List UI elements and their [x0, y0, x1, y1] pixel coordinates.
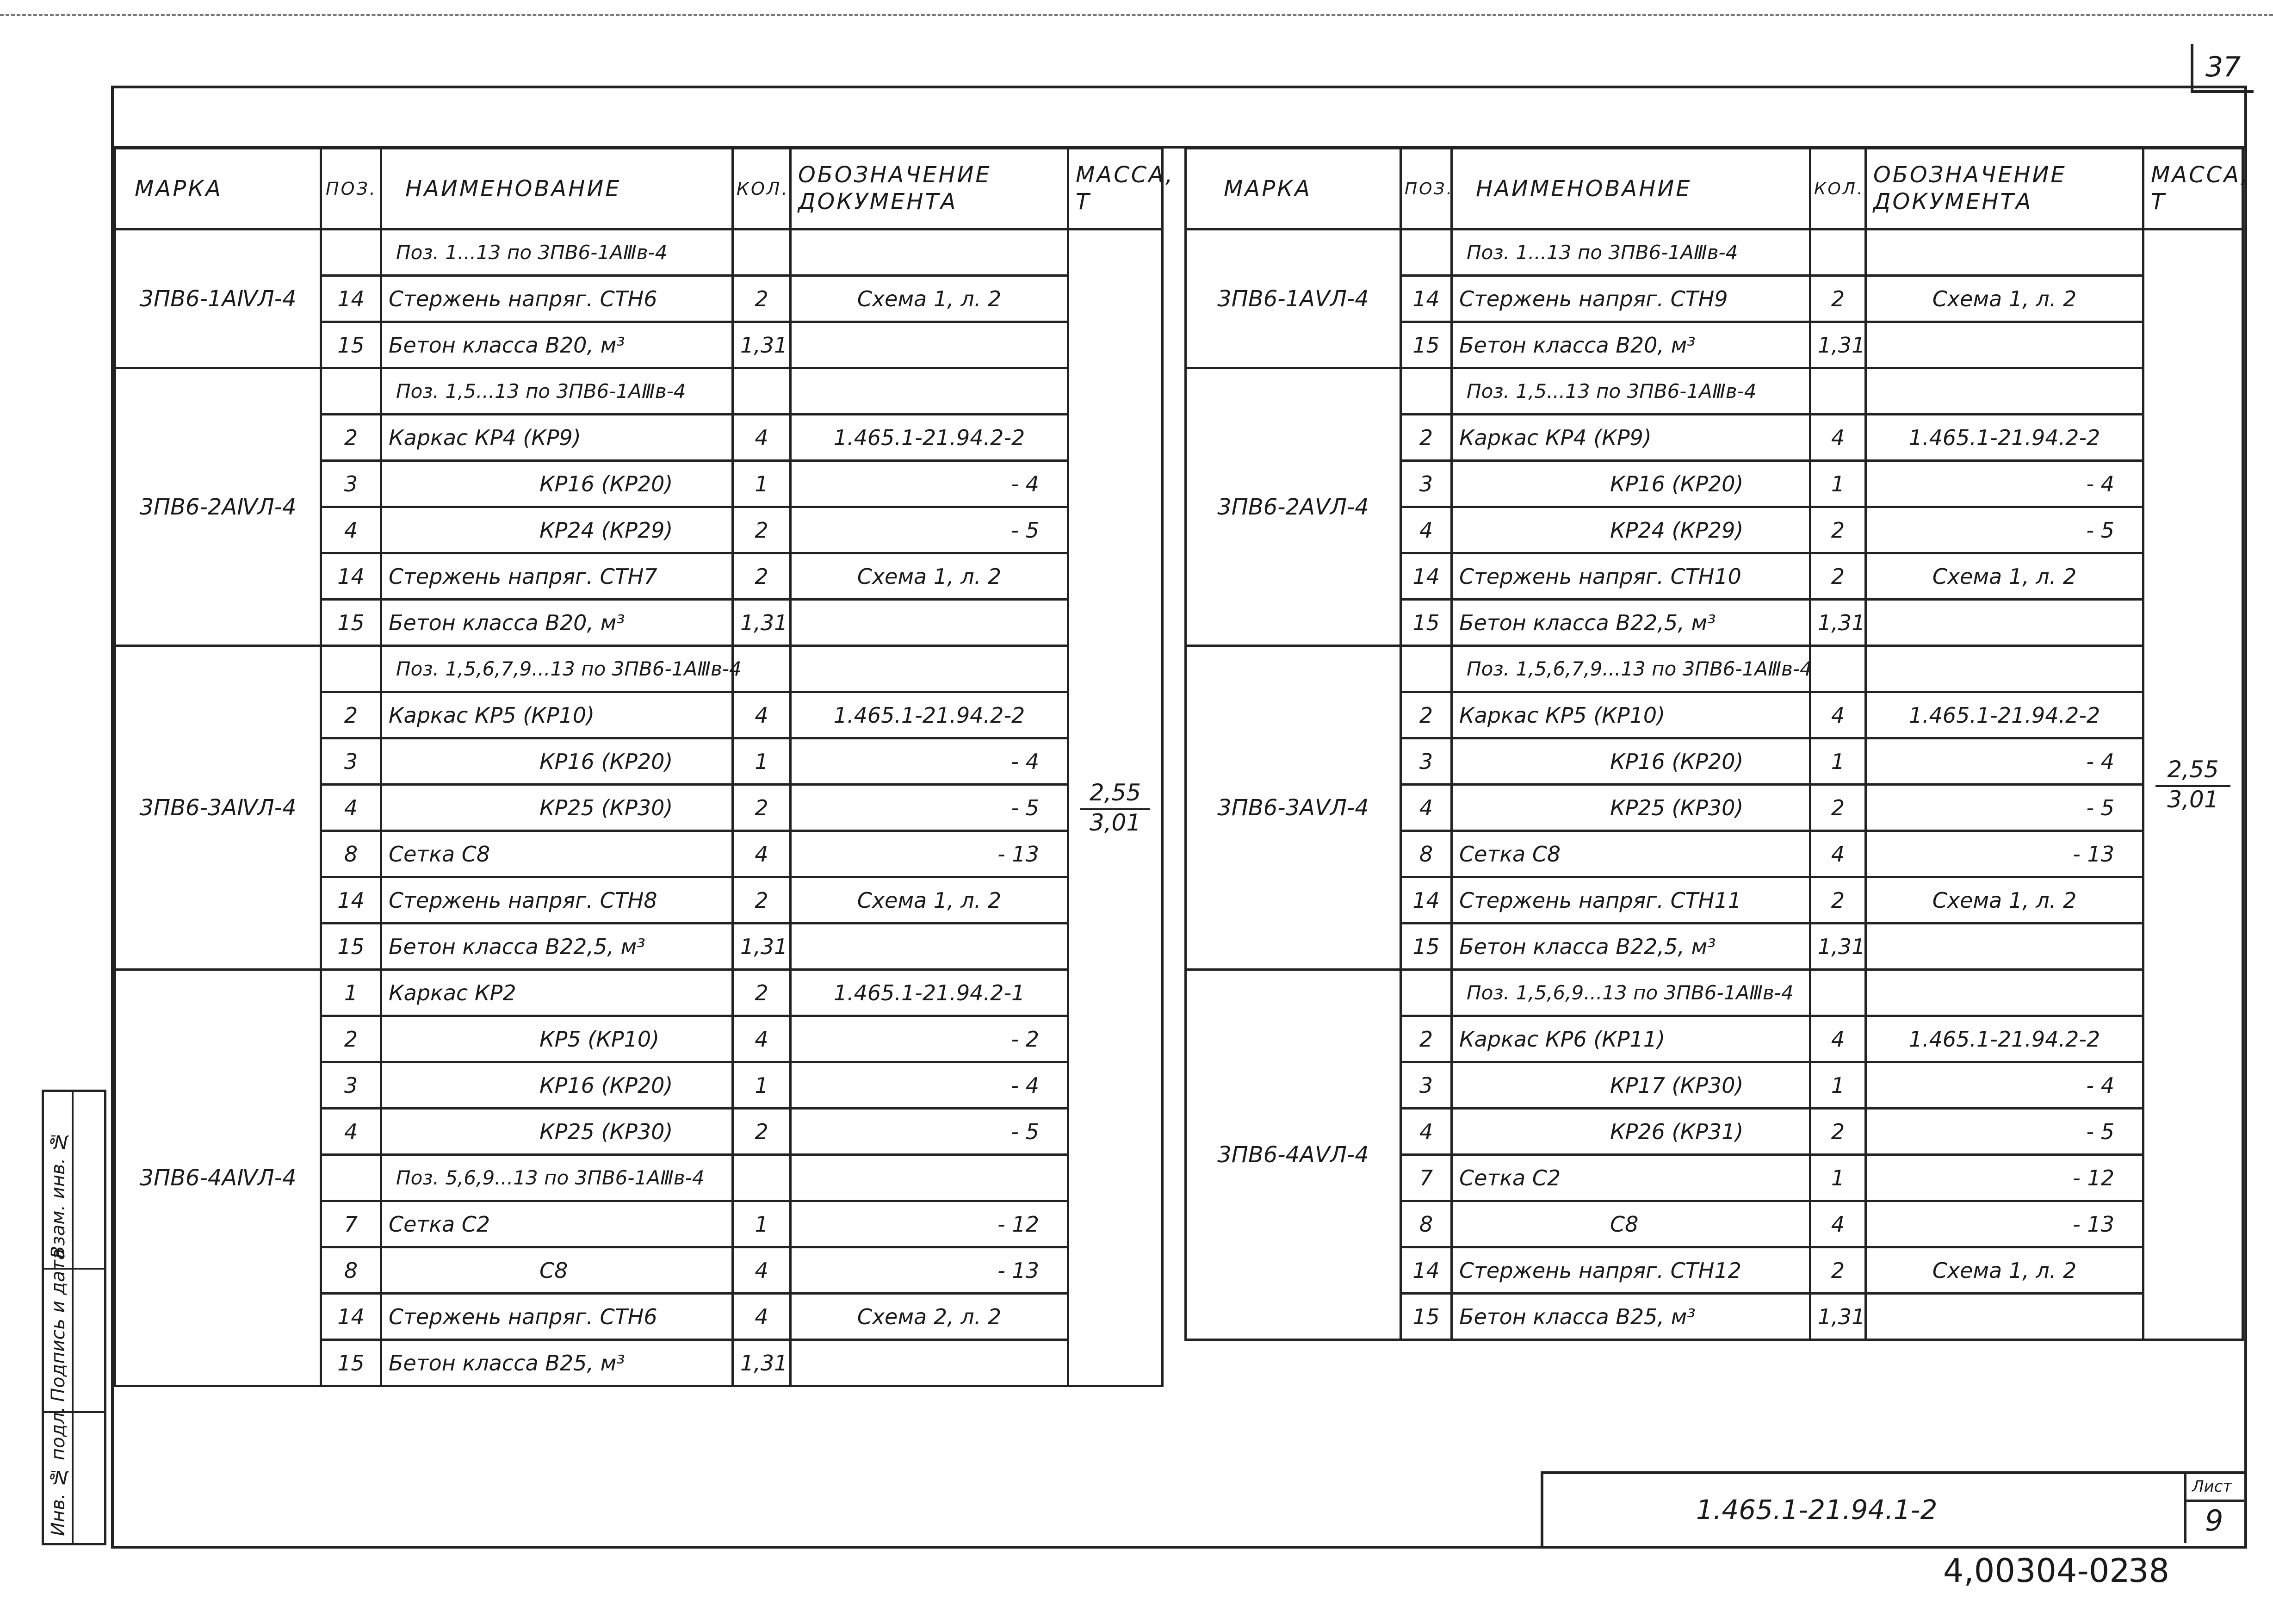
name-cell: С8 — [1452, 1201, 1810, 1247]
doc-cell — [791, 646, 1068, 692]
name-cell: Каркас КР4 (КР9) — [1452, 415, 1810, 461]
qty-cell: 1,31 — [1810, 924, 1866, 970]
doc-cell: - 5 — [791, 1109, 1068, 1155]
pos-cell: 4 — [321, 1109, 381, 1155]
col-doc-header: ОБОЗНАЧЕНИЕ ДОКУМЕНТА — [791, 149, 1068, 229]
pos-cell — [321, 229, 381, 276]
archive-code: 4,00304-02 — [1943, 1552, 2130, 1590]
name-cell: КР16 (КР20) — [381, 738, 733, 785]
doc-cell: - 12 — [791, 1201, 1068, 1247]
name-cell: Каркас КР4 (КР9) — [381, 415, 733, 461]
pos-cell: 14 — [1401, 553, 1452, 600]
name-cell: КР17 (КР30) — [1452, 1062, 1810, 1109]
qty-cell: 1,31 — [1810, 322, 1866, 368]
name-cell: Бетон класса В22,5, м³ — [1452, 600, 1810, 646]
doc-cell — [791, 229, 1068, 276]
qty-cell — [1810, 970, 1866, 1016]
frame-header-band — [111, 86, 2244, 149]
doc-cell: - 4 — [1866, 738, 2143, 785]
qty-cell: 1 — [733, 461, 791, 507]
col-qty-header: КОЛ. — [1810, 149, 1866, 229]
doc-cell: 1.465.1-21.94.2-2 — [1866, 1016, 2143, 1062]
doc-cell — [791, 322, 1068, 368]
pos-cell: 15 — [1401, 1294, 1452, 1340]
name-cell: Стержень напряг. СТН6 — [381, 1294, 733, 1340]
pos-cell: 1 — [321, 970, 381, 1016]
spec-table-left — [114, 147, 1175, 1387]
doc-cell — [1866, 1294, 2143, 1340]
doc-cell: - 13 — [791, 1247, 1068, 1294]
pos-cell: 15 — [321, 1340, 381, 1386]
qty-cell — [1810, 646, 1866, 692]
qty-cell: 2 — [1810, 507, 1866, 553]
pos-cell: 14 — [321, 877, 381, 924]
doc-cell: - 5 — [791, 507, 1068, 553]
col-mark-header: МАРКА — [115, 149, 321, 229]
table-row — [1186, 368, 2243, 415]
doc-cell: - 4 — [1866, 461, 2143, 507]
mark-cell: 3ПВ6-2АⅣЛ-4 — [115, 368, 321, 646]
name-cell: КР16 (КР20) — [1452, 461, 1810, 507]
pos-cell: 4 — [321, 785, 381, 831]
doc-cell — [791, 600, 1068, 646]
mark-cell: 3ПВ6-3АⅤЛ-4 — [1186, 646, 1401, 970]
name-cell: Поз. 1,5...13 по 3ПВ6-1АⅢв-4 — [1452, 368, 1810, 415]
name-cell: Поз. 1...13 по 3ПВ6-1АⅢв-4 — [381, 229, 733, 276]
qty-cell: 1,31 — [1810, 1294, 1866, 1340]
pos-cell: 8 — [321, 831, 381, 877]
name-cell: КР16 (КР20) — [381, 1062, 733, 1109]
qty-cell: 1,31 — [733, 1340, 791, 1386]
mark-cell: 3ПВ6-1АⅣЛ-4 — [115, 229, 321, 368]
pos-cell — [1401, 229, 1452, 276]
table-row — [115, 646, 1163, 692]
col-mass-header: МАССА, Т — [1068, 149, 1163, 229]
name-cell: Бетон класса В22,5, м³ — [1452, 924, 1810, 970]
doc-cell: - 4 — [791, 461, 1068, 507]
qty-cell: 1 — [1810, 461, 1866, 507]
name-cell: Стержень напряг. СТН12 — [1452, 1247, 1810, 1294]
sheet-number: 9 — [2205, 1504, 2223, 1537]
pos-cell: 4 — [1401, 785, 1452, 831]
doc-cell — [791, 1340, 1068, 1386]
qty-cell — [1810, 229, 1866, 276]
doc-cell — [791, 368, 1068, 415]
doc-cell: Схема 1, л. 2 — [1866, 553, 2143, 600]
pos-cell: 15 — [1401, 600, 1452, 646]
pos-cell: 3 — [1401, 1062, 1452, 1109]
doc-cell — [791, 924, 1068, 970]
table-row — [115, 970, 1163, 1016]
mass-denominator: 3,01 — [1089, 809, 1141, 836]
name-cell: Сетка С2 — [381, 1201, 733, 1247]
archive-number: 38 — [2128, 1552, 2170, 1590]
col-mark-header: МАРКА — [1186, 149, 1401, 229]
qty-cell: 1 — [733, 1062, 791, 1109]
qty-cell: 1 — [1810, 738, 1866, 785]
name-cell: Стержень напряг. СТН8 — [381, 877, 733, 924]
qty-cell: 2 — [1810, 553, 1866, 600]
qty-cell: 4 — [1810, 1201, 1866, 1247]
qty-cell — [1810, 368, 1866, 415]
pos-cell: 14 — [1401, 276, 1452, 322]
pos-cell: 2 — [1401, 1016, 1452, 1062]
qty-cell: 2 — [733, 1109, 791, 1155]
mark-cell: 3ПВ6-4АⅣЛ-4 — [115, 970, 321, 1386]
pos-cell: 15 — [321, 924, 381, 970]
doc-cell — [1866, 600, 2143, 646]
qty-cell — [733, 229, 791, 276]
name-cell: КР25 (КР30) — [381, 1109, 733, 1155]
stamp-replaces-label: Взам. инв. № — [48, 1131, 69, 1258]
name-cell: Поз. 1,5...13 по 3ПВ6-1АⅢв-4 — [381, 368, 733, 415]
mass-denominator: 3,01 — [2167, 786, 2219, 813]
pos-cell: 8 — [1401, 831, 1452, 877]
doc-cell: 1.465.1-21.94.2-1 — [791, 970, 1068, 1016]
table-row — [1186, 646, 2243, 692]
pos-cell — [321, 1155, 381, 1201]
qty-cell: 2 — [733, 507, 791, 553]
doc-cell: - 13 — [1866, 1201, 2143, 1247]
col-doc-header: ОБОЗНАЧЕНИЕ ДОКУМЕНТА — [1866, 149, 2143, 229]
pos-cell: 7 — [1401, 1155, 1452, 1201]
doc-cell — [1866, 368, 2143, 415]
name-cell: КР25 (КР30) — [1452, 785, 1810, 831]
pos-cell: 2 — [1401, 692, 1452, 738]
doc-cell: Схема 1, л. 2 — [1866, 877, 2143, 924]
col-mass-header: МАССА, Т — [2143, 149, 2243, 229]
doc-cell: Схема 1, л. 2 — [791, 276, 1068, 322]
pos-cell: 2 — [321, 1016, 381, 1062]
name-cell: Поз. 1,5,6,7,9...13 по 3ПВ6-1АⅢв-4 — [1452, 646, 1810, 692]
doc-cell: - 2 — [791, 1016, 1068, 1062]
pos-cell: 14 — [321, 553, 381, 600]
qty-cell — [733, 1155, 791, 1201]
doc-cell: - 5 — [1866, 785, 2143, 831]
table-row — [115, 368, 1163, 415]
corner-page-number: 37 — [2205, 51, 2241, 83]
stamp-sign-date-label: Подпись и дата — [48, 1248, 69, 1402]
doc-cell: - 5 — [1866, 1109, 2143, 1155]
doc-cell — [1866, 229, 2143, 276]
name-cell: Сетка С2 — [1452, 1155, 1810, 1201]
pos-cell: 4 — [1401, 507, 1452, 553]
qty-cell: 2 — [733, 785, 791, 831]
qty-cell: 4 — [733, 1016, 791, 1062]
pos-cell: 2 — [321, 692, 381, 738]
name-cell: Стержень напряг. СТН11 — [1452, 877, 1810, 924]
stamp-inv-no-label: Инв. № подл. — [48, 1406, 69, 1536]
qty-cell: 2 — [733, 877, 791, 924]
mark-cell: 3ПВ6-4АⅤЛ-4 — [1186, 970, 1401, 1340]
pos-cell: 15 — [321, 322, 381, 368]
doc-cell: 1.465.1-21.94.2-2 — [1866, 692, 2143, 738]
mass-cell — [1068, 229, 1163, 1386]
name-cell: Каркас КР2 — [381, 970, 733, 1016]
title-block — [1541, 1471, 2247, 1549]
name-cell: Бетон класса В20, м³ — [1452, 322, 1810, 368]
name-cell: Каркас КР6 (КР11) — [1452, 1016, 1810, 1062]
pos-cell — [321, 368, 381, 415]
mass-fraction — [1076, 780, 1155, 836]
name-cell: Поз. 5,6,9...13 по 3ПВ6-1АⅢв-4 — [381, 1155, 733, 1201]
qty-cell: 4 — [1810, 415, 1866, 461]
name-cell: Поз. 1,5,6,7,9...13 по 3ПВ6-1АⅢв-4 — [381, 646, 733, 692]
doc-cell: - 13 — [791, 831, 1068, 877]
doc-cell: - 4 — [791, 738, 1068, 785]
doc-cell: - 13 — [1866, 831, 2143, 877]
qty-cell: 1 — [733, 1201, 791, 1247]
name-cell: Бетон класса В20, м³ — [381, 322, 733, 368]
qty-cell: 2 — [733, 970, 791, 1016]
name-cell: Поз. 1...13 по 3ПВ6-1АⅢв-4 — [1452, 229, 1810, 276]
pos-cell — [321, 646, 381, 692]
pos-cell: 4 — [1401, 1109, 1452, 1155]
name-cell: КР26 (КР31) — [1452, 1109, 1810, 1155]
pos-cell: 3 — [321, 461, 381, 507]
table-row — [115, 229, 1163, 276]
name-cell: КР5 (КР10) — [381, 1016, 733, 1062]
pos-cell: 14 — [1401, 1247, 1452, 1294]
document-designation: 1.465.1-21.94.1-2 — [1696, 1494, 1938, 1525]
qty-cell: 4 — [733, 692, 791, 738]
qty-cell: 1,31 — [733, 924, 791, 970]
col-pos-header: ПОЗ. — [1401, 149, 1452, 229]
doc-cell: 1.465.1-21.94.2-2 — [1866, 415, 2143, 461]
qty-cell: 4 — [1810, 831, 1866, 877]
mass-numerator: 2,55 — [2155, 757, 2230, 787]
mark-cell: 3ПВ6-1АⅤЛ-4 — [1186, 229, 1401, 368]
qty-cell: 2 — [1810, 785, 1866, 831]
name-cell: КР16 (КР20) — [1452, 738, 1810, 785]
qty-cell: 4 — [1810, 1016, 1866, 1062]
doc-cell: Схема 1, л. 2 — [1866, 1247, 2143, 1294]
doc-cell — [1866, 322, 2143, 368]
spec-table-right — [1184, 147, 2250, 1341]
doc-cell — [1866, 646, 2143, 692]
pos-cell: 4 — [321, 507, 381, 553]
pos-cell: 14 — [321, 276, 381, 322]
pos-cell: 3 — [1401, 461, 1452, 507]
pos-cell: 15 — [1401, 924, 1452, 970]
doc-cell — [791, 1155, 1068, 1201]
mass-numerator: 2,55 — [1080, 780, 1150, 810]
sheet-cell — [2184, 1474, 2244, 1543]
qty-cell: 2 — [1810, 1247, 1866, 1294]
pos-cell: 8 — [1401, 1201, 1452, 1247]
qty-cell: 1,31 — [733, 600, 791, 646]
doc-cell: Схема 1, л. 2 — [1866, 276, 2143, 322]
qty-cell: 4 — [1810, 692, 1866, 738]
qty-cell: 1 — [1810, 1062, 1866, 1109]
mass-fraction — [2151, 757, 2235, 812]
doc-cell: - 12 — [1866, 1155, 2143, 1201]
doc-cell: Схема 2, л. 2 — [791, 1294, 1068, 1340]
pos-cell — [1401, 970, 1452, 1016]
doc-cell — [1866, 970, 2143, 1016]
name-cell: Бетон класса В25, м³ — [1452, 1294, 1810, 1340]
pos-cell: 7 — [321, 1201, 381, 1247]
pos-cell: 15 — [321, 600, 381, 646]
qty-cell: 4 — [733, 831, 791, 877]
doc-cell: - 4 — [791, 1062, 1068, 1109]
doc-cell — [1866, 924, 2143, 970]
name-cell: КР24 (КР29) — [381, 507, 733, 553]
name-cell: Стержень напряг. СТН6 — [381, 276, 733, 322]
doc-cell: - 4 — [1866, 1062, 2143, 1109]
name-cell: Бетон класса В22,5, м³ — [381, 924, 733, 970]
doc-cell: - 5 — [791, 785, 1068, 831]
qty-cell: 1,31 — [733, 322, 791, 368]
name-cell: Стержень напряг. СТН7 — [381, 553, 733, 600]
side-stamp — [42, 1090, 106, 1545]
qty-cell: 2 — [733, 553, 791, 600]
pos-cell: 15 — [1401, 322, 1452, 368]
scan-edge-line — [0, 14, 2273, 16]
name-cell: Бетон класса В25, м³ — [381, 1340, 733, 1386]
side-stamp-divider — [72, 1092, 74, 1543]
table-row — [1186, 229, 2243, 276]
qty-cell: 1 — [1810, 1155, 1866, 1201]
qty-cell: 2 — [1810, 1109, 1866, 1155]
name-cell: Каркас КР5 (КР10) — [381, 692, 733, 738]
qty-cell — [733, 368, 791, 415]
col-pos-header: ПОЗ. — [321, 149, 381, 229]
name-cell: Стержень напряг. СТН10 — [1452, 553, 1810, 600]
pos-cell: 2 — [321, 415, 381, 461]
name-cell: КР24 (КР29) — [1452, 507, 1810, 553]
qty-cell: 4 — [733, 415, 791, 461]
pos-cell: 2 — [1401, 415, 1452, 461]
pos-cell: 8 — [321, 1247, 381, 1294]
pos-cell: 3 — [1401, 738, 1452, 785]
name-cell: Каркас КР5 (КР10) — [1452, 692, 1810, 738]
sheet-label: Лист — [2192, 1477, 2232, 1496]
mark-cell: 3ПВ6-2АⅤЛ-4 — [1186, 368, 1401, 646]
qty-cell: 2 — [1810, 276, 1866, 322]
name-cell: Поз. 1,5,6,9...13 по 3ПВ6-1АⅢв-4 — [1452, 970, 1810, 1016]
qty-cell: 2 — [733, 276, 791, 322]
qty-cell: 4 — [733, 1247, 791, 1294]
col-name-header: НАИМЕНОВАНИЕ — [1452, 149, 1810, 229]
pos-cell — [1401, 368, 1452, 415]
col-name-header: НАИМЕНОВАНИЕ — [381, 149, 733, 229]
mass-cell — [2143, 229, 2243, 1340]
doc-cell: Схема 1, л. 2 — [791, 553, 1068, 600]
doc-cell: Схема 1, л. 2 — [791, 877, 1068, 924]
doc-cell: 1.465.1-21.94.2-2 — [791, 415, 1068, 461]
name-cell: Сетка С8 — [1452, 831, 1810, 877]
sheet-cell-divider — [2186, 1500, 2244, 1502]
pos-cell — [1401, 646, 1452, 692]
name-cell: Сетка С8 — [381, 831, 733, 877]
doc-cell: - 5 — [1866, 507, 2143, 553]
table-row — [1186, 970, 2243, 1016]
doc-cell: 1.465.1-21.94.2-2 — [791, 692, 1068, 738]
qty-cell: 4 — [733, 1294, 791, 1340]
qty-cell: 1 — [733, 738, 791, 785]
pos-cell: 14 — [1401, 877, 1452, 924]
pos-cell: 14 — [321, 1294, 381, 1340]
mark-cell: 3ПВ6-3АⅣЛ-4 — [115, 646, 321, 970]
header-row — [115, 149, 1163, 229]
name-cell: С8 — [381, 1247, 733, 1294]
pos-cell: 3 — [321, 738, 381, 785]
header-row — [1186, 149, 2243, 229]
name-cell: КР25 (КР30) — [381, 785, 733, 831]
name-cell: Бетон класса В20, м³ — [381, 600, 733, 646]
qty-cell: 1,31 — [1810, 600, 1866, 646]
col-qty-header: КОЛ. — [733, 149, 791, 229]
name-cell: Стержень напряг. СТН9 — [1452, 276, 1810, 322]
qty-cell: 2 — [1810, 877, 1866, 924]
pos-cell: 3 — [321, 1062, 381, 1109]
name-cell: КР16 (КР20) — [381, 461, 733, 507]
